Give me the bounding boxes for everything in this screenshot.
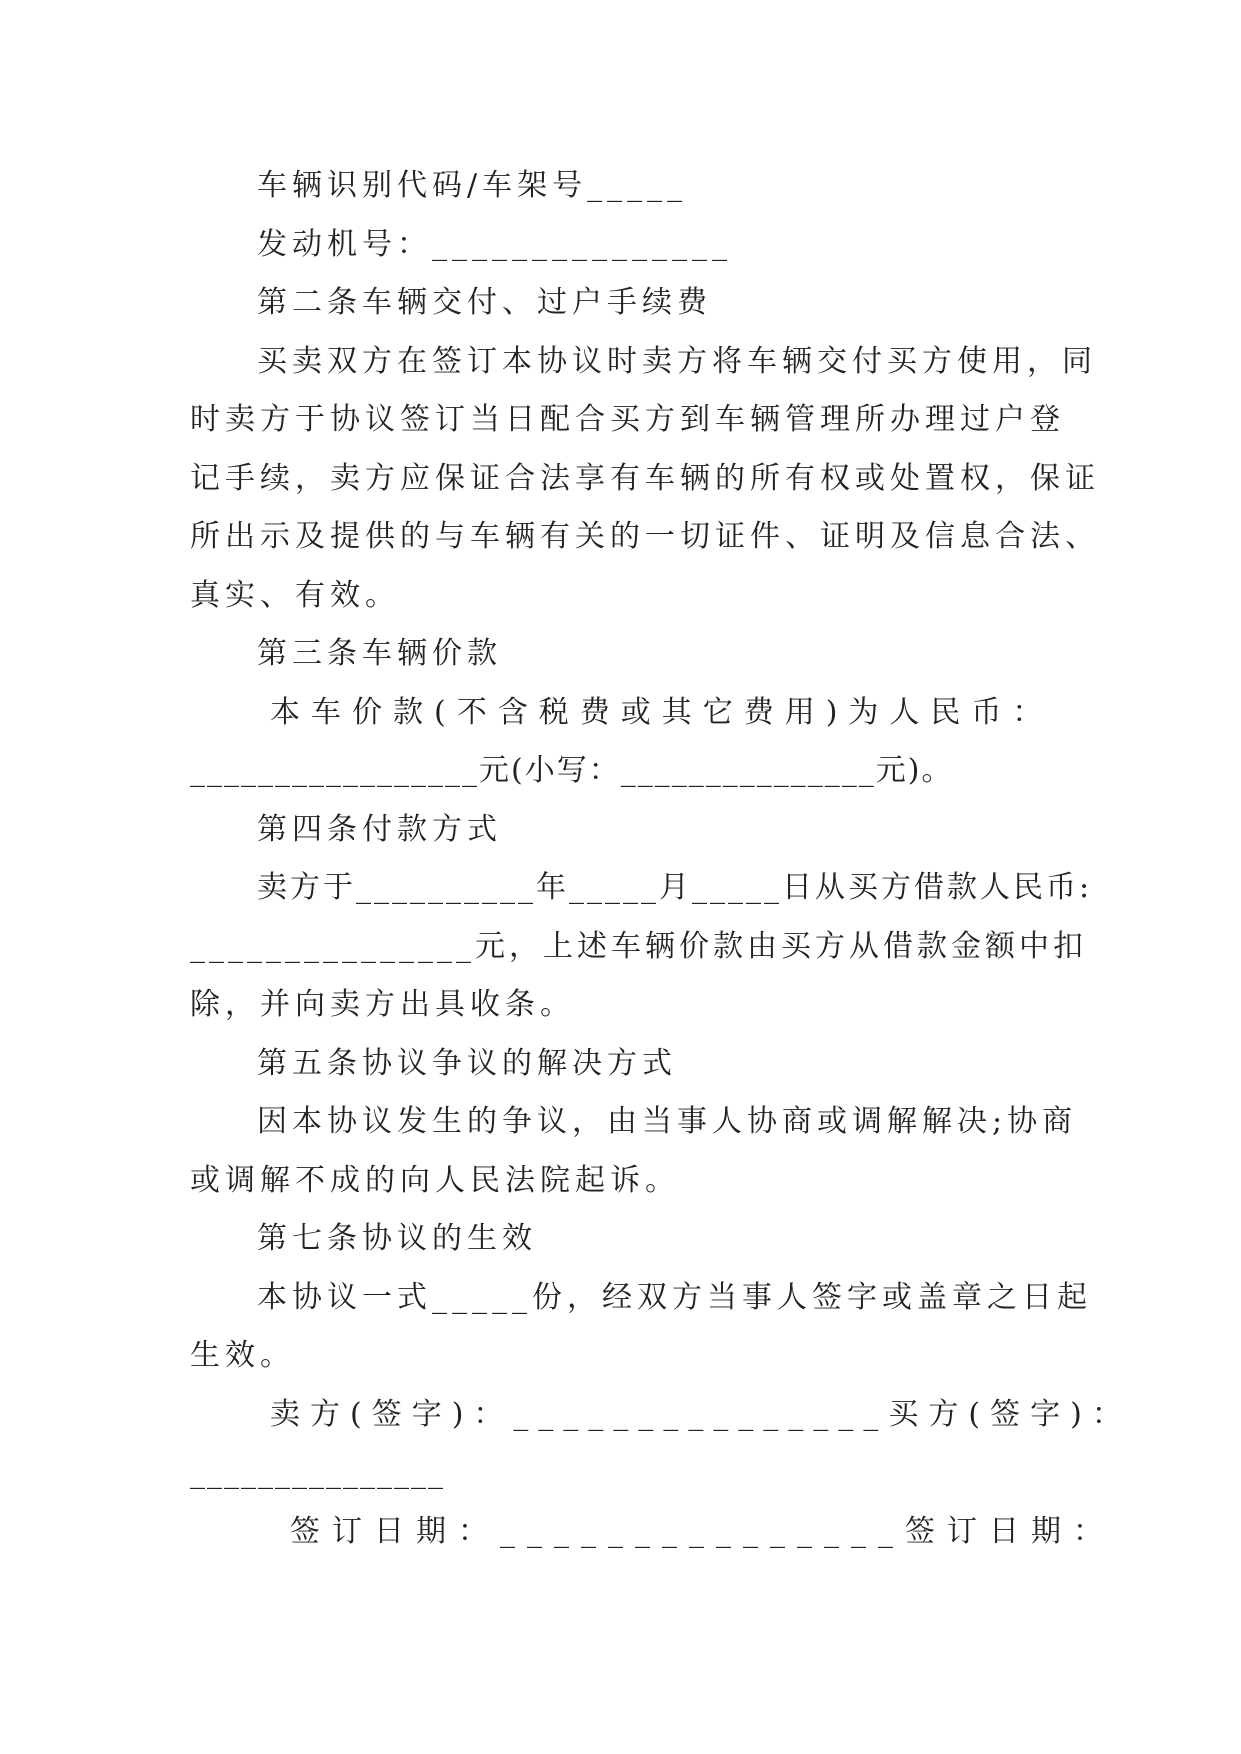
payment-line: _______________元，上述车辆价款由买方从借款金额中扣	[190, 929, 1087, 964]
payment-line: 除，并向卖方出具收条。	[190, 987, 575, 1022]
signature-blank: _______________	[190, 1455, 445, 1490]
engine-number-line: 发动机号：_______________	[257, 227, 732, 262]
effect-line: 本协议一式_____份，经双方当事人签字或盖章之日起	[257, 1280, 1092, 1315]
article-3-heading: 第三条车辆价款	[257, 636, 502, 671]
dispute-line: 或调解不成的向人民法院起诉。	[190, 1163, 680, 1198]
article-4-heading: 第四条付款方式	[257, 812, 502, 847]
payment-line: 卖方于__________年_____月_____日从买方借款人民币:	[257, 870, 1093, 905]
vin-line: 车辆识别代码/车架号_____	[257, 168, 688, 203]
paragraph-line: 时卖方于协议签订当日配合买方到车辆管理所办理过户登	[190, 402, 1065, 437]
effect-line: 生效。	[190, 1338, 295, 1373]
signing-date-line: 签订日期：_______________签订日期：	[290, 1514, 1115, 1549]
article-7-heading: 第七条协议的生效	[257, 1221, 537, 1256]
price-amount-line: _________________元(小写：_______________元)。	[190, 753, 954, 788]
signature-line: 卖方(签字)：_______________买方(签字)：	[270, 1397, 1132, 1432]
price-line: 本车价款(不含税费或其它费用)为人民币：	[270, 695, 1054, 730]
dispute-line: 因本协议发生的争议，由当事人协商或调解解决;协商	[257, 1104, 1078, 1139]
article-5-heading: 第五条协议争议的解决方式	[257, 1046, 677, 1081]
paragraph-line: 记手续，卖方应保证合法享有车辆的所有权或处置权，保证	[190, 461, 1100, 496]
paragraph-line: 真实、有效。	[190, 578, 400, 613]
paragraph-line: 买卖双方在签订本协议时卖方将车辆交付买方使用，同	[257, 344, 1097, 379]
paragraph-line: 所出示及提供的与车辆有关的一切证件、证明及信息合法、	[190, 519, 1100, 554]
article-2-heading: 第二条车辆交付、过户手续费	[257, 285, 712, 320]
